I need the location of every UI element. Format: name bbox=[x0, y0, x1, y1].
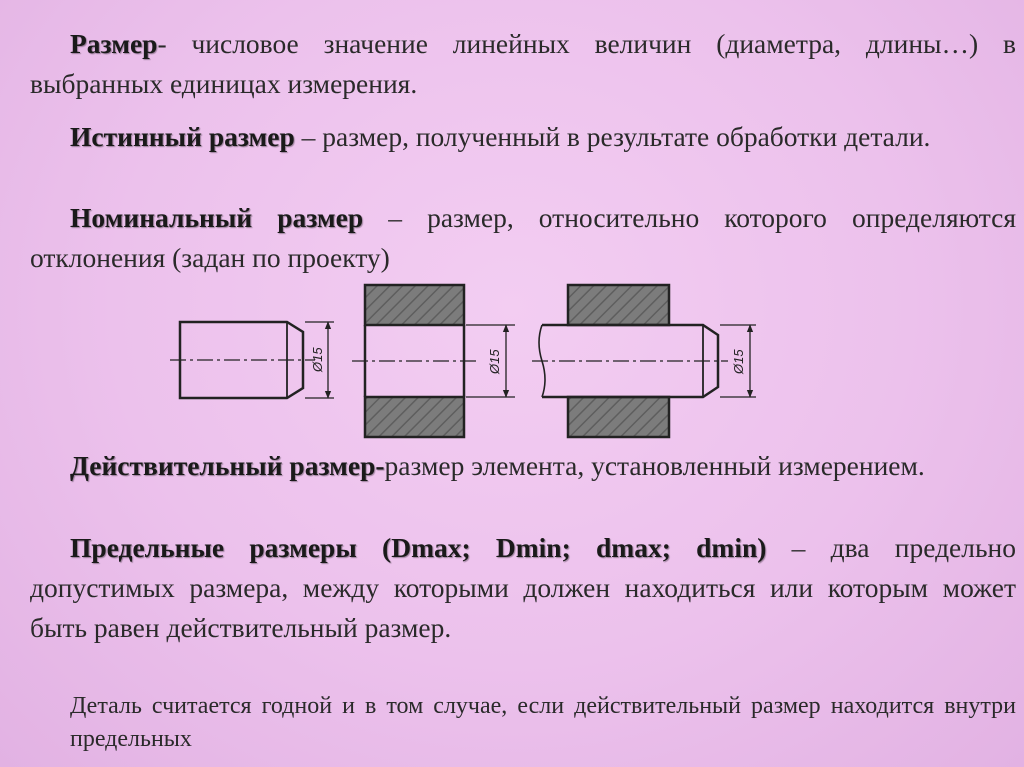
term-nominal-size: Номинальный размер bbox=[70, 202, 364, 233]
definition-actual-size-text: размер элемента, установленный измерением. bbox=[384, 450, 925, 481]
conclusion-note-text: Деталь считается годной и в том случае, если действительный размер находится внутри предельных bbox=[70, 693, 1016, 752]
assembly-dimension-label: Ø15 bbox=[731, 349, 746, 374]
hole-dimension-label: Ø15 bbox=[487, 349, 502, 374]
shaft-drawing bbox=[170, 322, 334, 398]
technical-drawing bbox=[150, 280, 770, 445]
conclusion-note bbox=[70, 690, 1016, 756]
definition-limit-sizes-text: – два предельно допустимых размера, между которыми должен находиться или которым может быть равен действительный размер. bbox=[30, 532, 1016, 643]
shaft-dimension-label: Ø15 bbox=[310, 347, 325, 372]
assembly-drawing bbox=[532, 285, 756, 437]
hole-drawing bbox=[352, 285, 515, 437]
definition-true-size bbox=[30, 117, 1016, 157]
term-true-size: Истинный размер bbox=[70, 121, 295, 152]
term-actual-size: Действительный размер- bbox=[70, 450, 385, 481]
definition-actual-size bbox=[30, 446, 1016, 486]
definition-nominal-size-text: – размер, относительно которого определяются отклонения (задан по проекту) bbox=[30, 202, 1016, 273]
definition-size bbox=[30, 24, 1016, 104]
definition-nominal-size bbox=[30, 198, 1016, 278]
definition-true-size-text: – размер, полученный в результате обработки детали. bbox=[294, 121, 931, 152]
definition-size-text: - числовое значение линейных величин (диаметра, длины…) в выбранных единицах измерения. bbox=[30, 28, 1016, 99]
term-limit-sizes: Предельные размеры (Dmax; Dmin; dmax; dmin) bbox=[70, 532, 767, 563]
definition-limit-sizes bbox=[30, 528, 1016, 648]
term-size: Размер bbox=[70, 28, 158, 59]
